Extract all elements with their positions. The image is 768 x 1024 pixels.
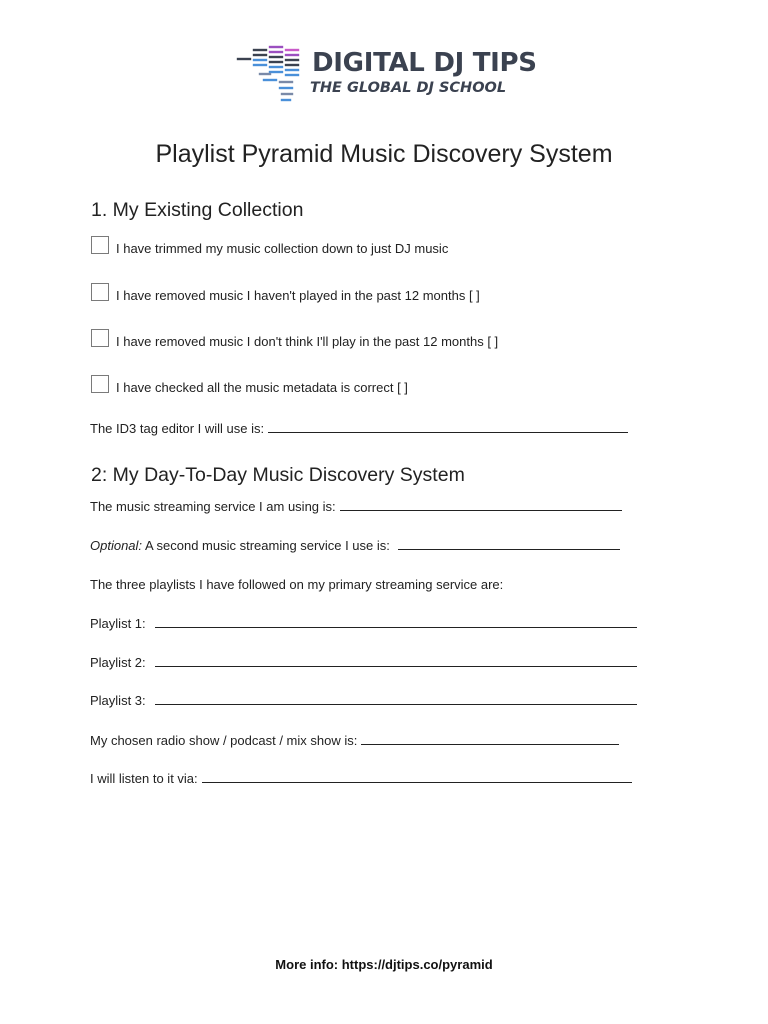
brand-name: DIGITAL DJ TIPS — [312, 48, 537, 78]
checklist-label: I have checked all the music metadata is correct [ ] — [116, 380, 408, 395]
equalizer-bars-icon — [236, 44, 306, 106]
checkbox[interactable] — [91, 329, 109, 347]
logo — [236, 44, 536, 106]
playlist-line — [90, 616, 637, 631]
playlist-line — [90, 693, 637, 708]
checklist-label: I have trimmed my music collection down to just DJ music — [116, 241, 449, 256]
radio-show-line — [90, 733, 619, 748]
playlist-line — [90, 655, 637, 670]
id3-editor-field[interactable] — [268, 421, 628, 433]
listen-via-field[interactable] — [202, 771, 632, 783]
second-streaming-field[interactable] — [398, 538, 620, 550]
streaming-service-field[interactable] — [340, 499, 622, 511]
checkbox[interactable] — [91, 375, 109, 393]
playlist-field[interactable] — [155, 616, 637, 628]
id3-editor-prompt: The ID3 tag editor I will use is: — [90, 421, 265, 436]
playlist-label: Playlist 2: — [90, 655, 146, 670]
playlist-field[interactable] — [155, 655, 637, 667]
playlist-label: Playlist 1: — [90, 616, 146, 631]
playlist-field[interactable] — [155, 693, 637, 705]
optional-prefix: Optional: — [90, 538, 143, 553]
checklist-label: I have removed music I don't think I'll play in the past 12 months [ ] — [116, 334, 499, 349]
radio-show-prompt: My chosen radio show / podcast / mix show is: — [90, 733, 358, 748]
brand-tagline: THE GLOBAL DJ SCHOOL — [310, 80, 507, 96]
section-1-heading: 1. My Existing Collection — [91, 199, 304, 221]
radio-show-field[interactable] — [361, 733, 619, 745]
listen-via-prompt: I will listen to it via: — [90, 771, 198, 786]
playlist-label: Playlist 3: — [90, 693, 146, 708]
section-2-heading: 2: My Day-To-Day Music Discovery System — [91, 464, 465, 486]
second-streaming-line — [90, 538, 620, 553]
second-streaming-prompt: A second music streaming service I use is: — [144, 538, 390, 553]
id3-editor-line — [90, 421, 628, 436]
playlists-intro: The three playlists I have followed on my primary streaming service are: — [90, 577, 504, 592]
footer-more-info: More info: https://djtips.co/pyramid — [275, 957, 493, 972]
page-title: Playlist Pyramid Music Discovery System — [155, 140, 613, 168]
listen-via-line — [90, 771, 632, 786]
checkbox[interactable] — [91, 283, 109, 301]
streaming-service-line — [90, 499, 622, 514]
checkbox[interactable] — [91, 236, 109, 254]
checklist-label: I have removed music I haven't played in the past 12 months [ ] — [116, 288, 480, 303]
streaming-service-prompt: The music streaming service I am using is: — [90, 499, 336, 514]
